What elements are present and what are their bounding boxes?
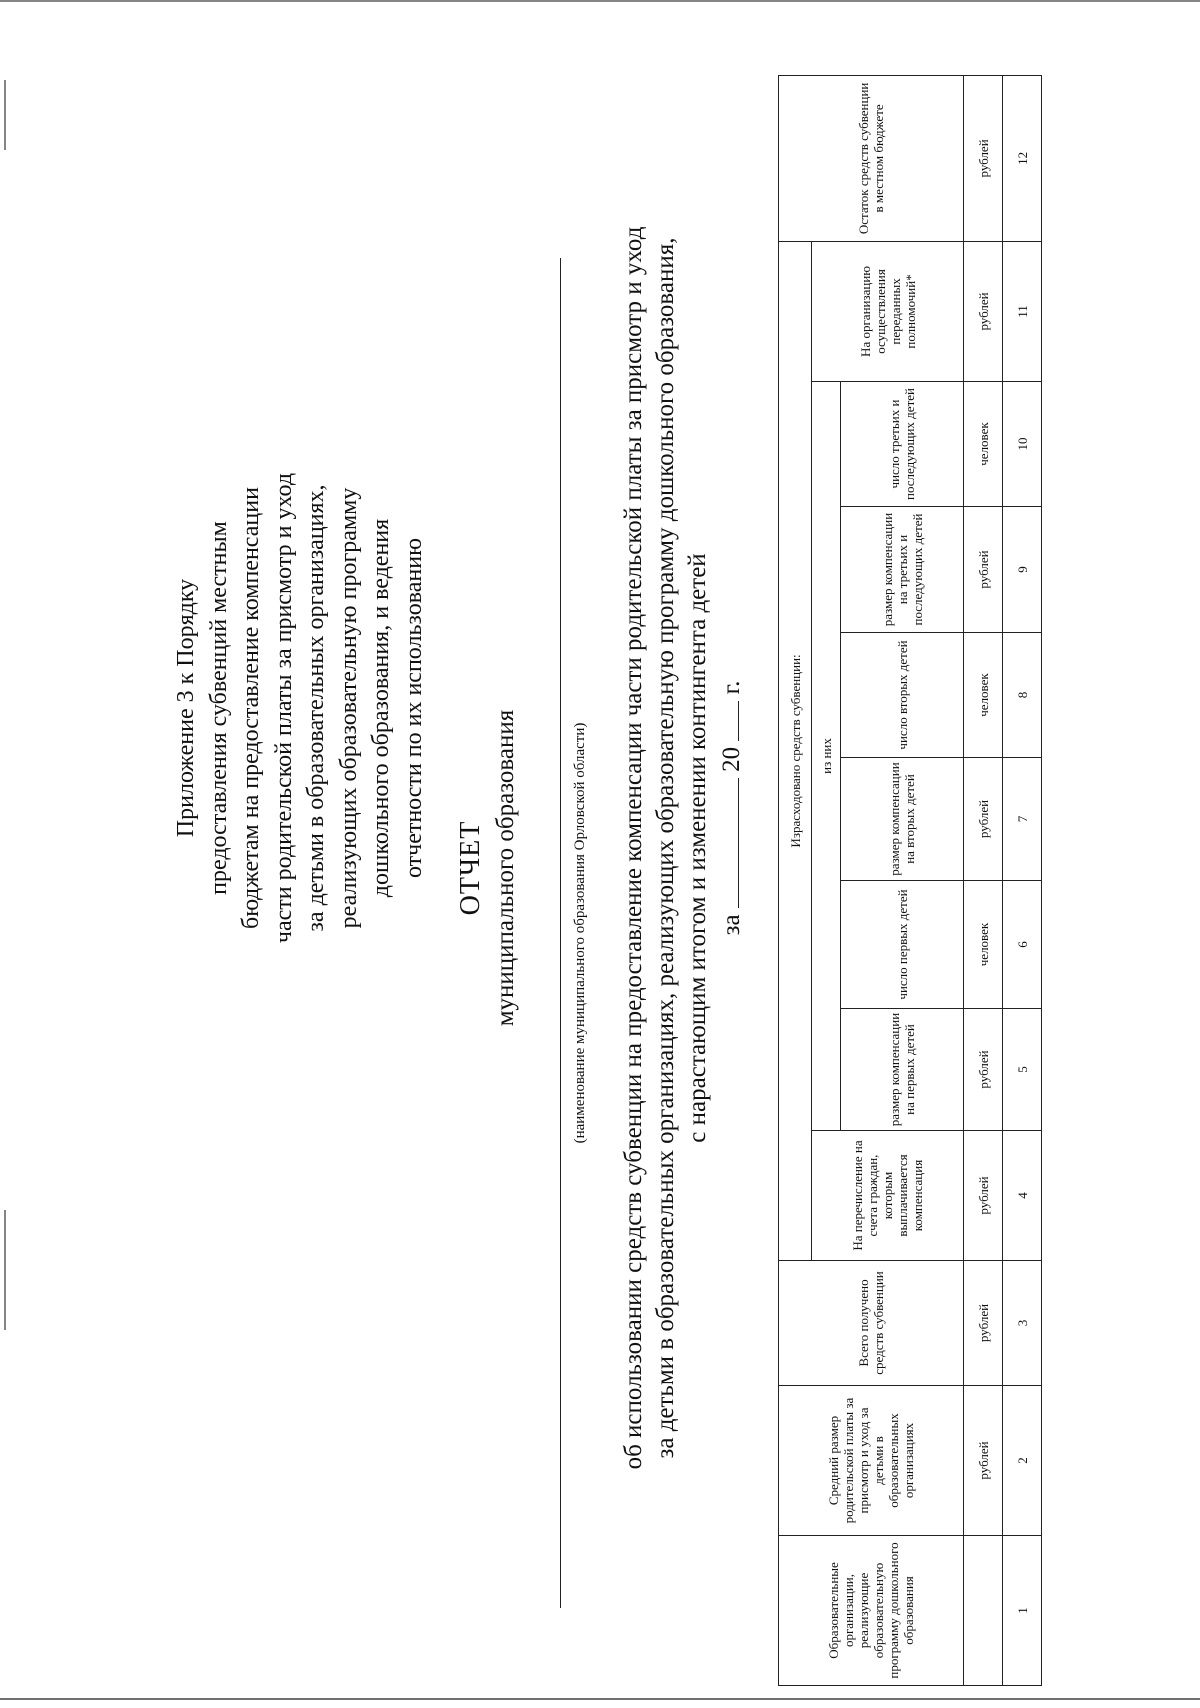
unit-cell: человек <box>964 382 1003 507</box>
column-number: 2 <box>1003 1386 1042 1536</box>
header-second-children-amount: размер компенсации на вторых детей <box>841 758 964 881</box>
period-prefix: за <box>718 914 745 936</box>
column-number: 3 <box>1003 1261 1042 1386</box>
header-first-children-count: число первых детей <box>841 881 964 1009</box>
header-total-received: Всего получено средств субвенции <box>779 1261 964 1386</box>
header-transfer-to-citizens: На перечисление на счета граждан, которым выплачивается компенсация <box>812 1131 964 1261</box>
report-purpose <box>618 48 714 1648</box>
municipality-name-line <box>560 258 561 1608</box>
header-third-children-amount: размер компенсации на третьих и последующих детей <box>841 507 964 633</box>
unit-cell: рублей <box>964 241 1003 381</box>
period-blank <box>718 778 739 908</box>
appendix-line: части родительской платы за присмотр и уход <box>270 472 297 944</box>
column-number: 4 <box>1003 1131 1042 1261</box>
units-row <box>964 75 1003 1685</box>
appendix-line: Приложение 3 к Порядку <box>173 578 199 838</box>
header-third-children-count: число третьих и последующих детей <box>841 382 964 507</box>
year-blank <box>718 701 739 741</box>
column-number: 12 <box>1003 75 1042 241</box>
unit-cell: рублей <box>964 1009 1003 1131</box>
municipality-name-caption: (наименование муниципального образования Орловской области) <box>572 722 588 1144</box>
column-number: 6 <box>1003 881 1042 1009</box>
unit-cell: человек <box>964 881 1003 1009</box>
period-year-prefix: 20 <box>718 746 745 772</box>
unit-cell <box>964 1536 1003 1686</box>
header-admin-costs: На организацию осуществления переданных полномочий* <box>812 241 964 381</box>
column-number: 9 <box>1003 507 1042 633</box>
appendix-block <box>170 208 430 1208</box>
report-period <box>718 408 746 1208</box>
unit-cell: человек <box>964 633 1003 758</box>
header-of-them: из них <box>812 382 841 1131</box>
unit-cell: рублей <box>964 75 1003 241</box>
unit-cell: рублей <box>964 758 1003 881</box>
unit-cell: рублей <box>964 507 1003 633</box>
header-organizations: Образовательные организации, реализующие образовательную программу дошкольного образования <box>779 1536 964 1686</box>
report-table <box>778 75 1042 1686</box>
report-subtitle: муниципального образования <box>492 709 519 1027</box>
column-number: 5 <box>1003 1009 1042 1131</box>
header-spent: Израсходовано средств субвенции: <box>779 241 812 1260</box>
unit-cell: рублей <box>964 1131 1003 1261</box>
column-number: 1 <box>1003 1536 1042 1686</box>
report-title: ОТЧЕТ <box>455 820 486 916</box>
unit-cell: рублей <box>964 1261 1003 1386</box>
appendix-line: бюджетам на предоставление компенсации <box>238 487 264 929</box>
appendix-line: предоставления субвенций местным <box>205 521 232 895</box>
purpose-line: об использовании средств субвенции на предоставление компенсации части родительской платы за присмотр и уход <box>620 226 647 1470</box>
appendix-line: дошкольного образования, и ведения <box>368 518 394 898</box>
purpose-line: с нарастающим итогом и изменении контингента детей <box>684 553 711 1143</box>
header-second-children-count: число вторых детей <box>841 633 964 758</box>
header-average-fee: Средний размер родительской платы за присмотр и уход за детьми в образовательных организациях <box>779 1386 964 1536</box>
column-number: 7 <box>1003 758 1042 881</box>
header-remainder: Остаток средств субвенции в местном бюджете <box>779 75 964 241</box>
appendix-line: реализующих образовательную программу <box>335 487 362 929</box>
column-number: 8 <box>1003 633 1042 758</box>
purpose-line: за детьми в образовательных организациях, реализующих образовательную программу дошкольного образования, <box>652 237 679 1459</box>
header-first-children-amount: размер компенсации на первых детей <box>841 1009 964 1131</box>
column-numbers-row <box>1003 75 1042 1685</box>
period-suffix: г. <box>718 680 745 695</box>
column-number: 11 <box>1003 241 1042 381</box>
appendix-line: отчетности по их использованию <box>400 537 427 879</box>
unit-cell: рублей <box>964 1386 1003 1536</box>
appendix-line: за детьми в образовательных организациях, <box>303 484 329 932</box>
column-number: 10 <box>1003 382 1042 507</box>
